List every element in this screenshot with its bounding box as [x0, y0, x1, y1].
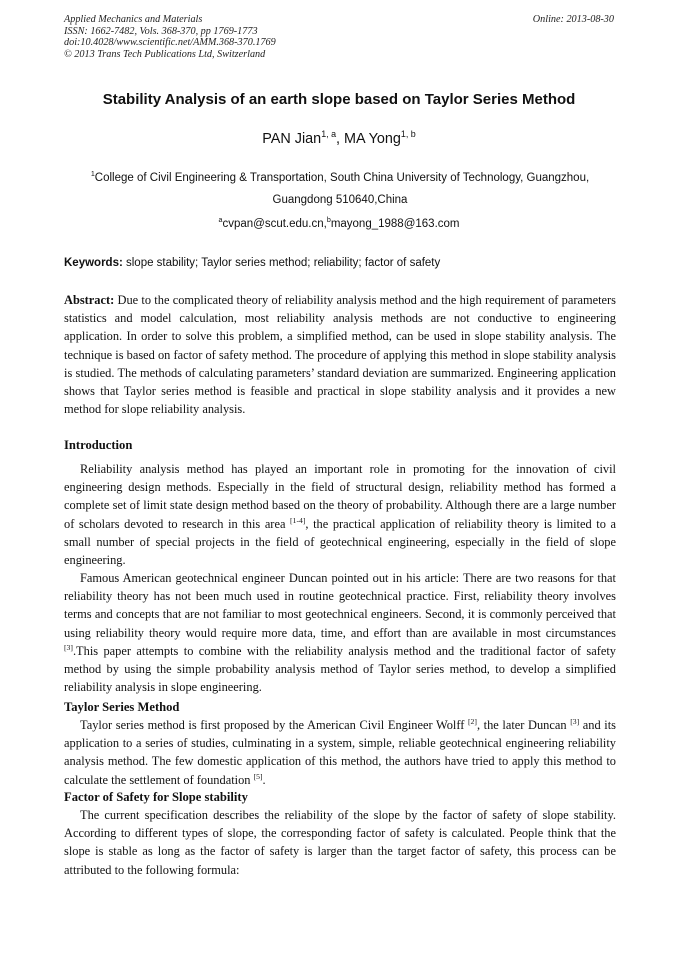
- taylor-heading: Taylor Series Method: [64, 700, 180, 714]
- email-a-mark: a: [218, 216, 223, 225]
- intro-p2-text-b: .This paper attempts to combine with the reliability analysis method and the traditional factor of safety method by using the simple probability analysis method of Taylor series method, to develop a simplified reliability analysis in slope engineering.: [64, 643, 616, 695]
- journal-name: Applied Mechanics and Materials: [64, 14, 203, 25]
- taylor-paragraph: [64, 716, 616, 789]
- author-2-affil-mark: 1, b: [400, 129, 416, 140]
- intro-p2-text-a: Famous American geotechnical engineer Duncan pointed out in his article: There are two reasons for that reliability theory has not been much used in routine geotechnical practice. First, reliability theory involves terms and concepts that are not familiar to most geotechnical engineers. Second, it is commonly perceived that using reliability theory would require more data, time, and effort than are available in most circumstances: [64, 571, 616, 640]
- journal-header: [64, 14, 276, 60]
- factor-paragraph: The current specification describes the reliability of the slope by the factor of safety of slope stability. According to different types of slope, the corresponding factor of safety is calculated. People think that the slope is stable as long as the factor of safety is larger than the target factor of safety, this process can be attributed to the following formula:: [64, 808, 616, 877]
- taylor-text-c: and its application to a series of studies, culminating in a system, simple, reliable geotechnical engineering reliability analysis method. The few domestic application of this method, the authors have tried to apply this method to calculate the settlement of foundation: [64, 718, 616, 787]
- citation-2[interactable]: [2]: [467, 716, 477, 726]
- abstract: [64, 291, 616, 418]
- affiliation-mark: 1: [90, 170, 95, 179]
- abstract-label: Abstract:: [64, 293, 115, 307]
- keywords-label: Keywords:: [64, 257, 123, 269]
- email-b[interactable]: mayong_1988@163.com: [330, 218, 460, 230]
- author-line: [0, 131, 678, 147]
- citation-3[interactable]: [3]: [64, 642, 73, 652]
- abstract-text: Due to the complicated theory of reliability analysis method and the high requirement of parameters statistics and model calculation, most reliability analysis methods are not conductive to engineering application. In order to solve this problem, a simplified method, can be used in slope stability analysis. The technique is based on factor of safety method. The procedure of applying this method in slope stability analysis is studied. The methods of calculating parameters’ standard deviation are summarized. Engineering application shows that Taylor series method is feasible and practical in slope stability analysis and it provides a new method for slope reliability analysis.: [64, 293, 616, 417]
- online-date: Online: 2013-08-30: [532, 14, 614, 25]
- factor-heading: Factor of Safety for Slope stability: [64, 790, 248, 804]
- citation-1-4[interactable]: [1-4]: [290, 515, 306, 525]
- introduction-heading: Introduction: [64, 438, 133, 452]
- citation-3b[interactable]: [3]: [570, 716, 580, 726]
- author-1-name: PAN Jian: [262, 131, 322, 147]
- author-2-name: MA Yong: [344, 131, 401, 147]
- email-a[interactable]: cvpan@scut.edu.cn,: [222, 218, 327, 230]
- author-1-affil-mark: 1, a: [321, 129, 337, 140]
- citation-5[interactable]: [5]: [253, 771, 263, 781]
- affiliation-text: College of Civil Engineering & Transportation, South China University of Technology, Guangzhou, Guangdong 510640,China: [94, 172, 590, 206]
- paper-title: Stability Analysis of an earth slope based on Taylor Series Method: [102, 91, 576, 108]
- intro-p1-text-b: , the practical application of reliability theory is limited to a small number of special projects in the field of geotechnical engineering, especially in the field of slope engineering.: [64, 516, 617, 568]
- taylor-text-b: , the later Duncan: [476, 718, 571, 732]
- affiliation: [70, 167, 610, 211]
- introduction-paragraph-1: [64, 460, 616, 569]
- taylor-text-d: .: [262, 772, 266, 787]
- introduction-paragraph-2: [64, 569, 616, 696]
- author-separator: ,: [336, 131, 345, 147]
- journal-doi: doi:10.4028/www.scientific.net/AMM.368-370.1769: [64, 37, 276, 49]
- taylor-text-a: Taylor series method is first proposed by the American Civil Engineer Wolff: [80, 718, 468, 732]
- email-line: [0, 218, 678, 230]
- journal-copyright: © 2013 Trans Tech Publications Ltd, Switzerland: [64, 48, 266, 60]
- keywords: [64, 257, 616, 269]
- keywords-text: slope stability; Taylor series method; reliability; factor of safety: [122, 257, 441, 269]
- journal-issn: ISSN: 1662-7482, Vols. 368-370, pp 1769-1773: [64, 25, 258, 37]
- intro-p1-text-a: Reliability analysis method has played an important role in promoting for the innovation of civil engineering design methods. Especially in the field of structural design, reliability method has formed a complete set of limit state design method based on the theory of probability. Although there are a large number of scholars devoted to research in this area: [64, 462, 616, 531]
- email-b-mark: b: [326, 216, 331, 225]
